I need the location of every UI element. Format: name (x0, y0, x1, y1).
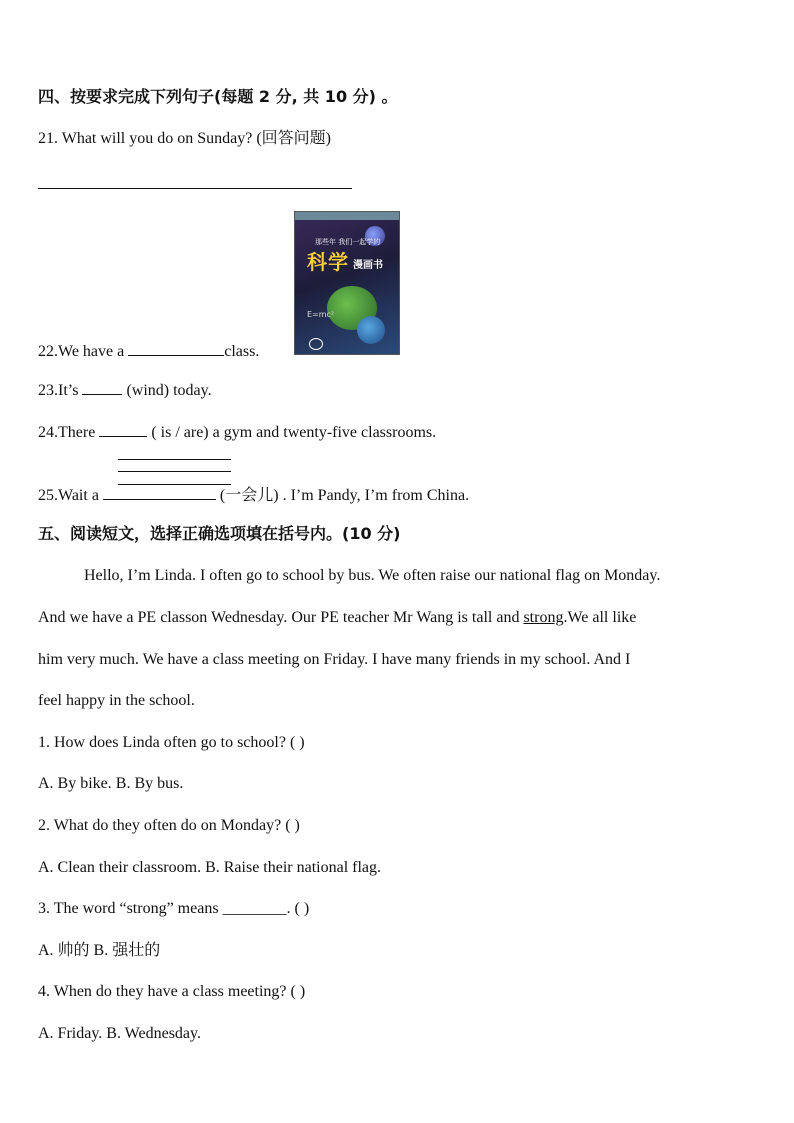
book-title-sub: 漫画书 (353, 260, 383, 271)
question-22-blank[interactable] (128, 340, 224, 356)
passage-line-3: him very much. We have a class meeting on Friday. I have many friends in my school. And I (38, 651, 631, 668)
underlined-word-strong: strong (523, 609, 564, 626)
book-formula: E=mc² (307, 310, 335, 319)
question-24-blank[interactable] (99, 421, 147, 437)
writing-guide-line-1 (118, 459, 231, 460)
question-25-text-pre: 25.Wait a (38, 487, 103, 504)
question-21: 21. What will you do on Sunday? (回答问题) (38, 130, 332, 147)
question-25 (38, 484, 469, 506)
writing-guide-line-2 (118, 471, 231, 472)
question-25-blank[interactable] (103, 484, 216, 500)
question-22-text-post: class. (224, 343, 260, 360)
question-24-text-post: ( is / are) a gym and twenty-five classrooms. (147, 424, 437, 441)
reading-question-4-options: A. Friday. B. Wednesday. (38, 1025, 201, 1042)
reading-question-4: 4. When do they have a class meeting? ( ) (38, 983, 306, 1000)
reading-question-1-options: A. By bike. B. By bus. (38, 775, 184, 792)
section-5-heading: 五、阅读短文，选择正确选项填在括号内。(10 分) (38, 524, 401, 543)
book-top-bar (295, 212, 399, 220)
reading-question-3: 3. The word “strong” means ________. ( ) (38, 900, 310, 917)
reading-question-2: 2. What do they often do on Monday? ( ) (38, 817, 300, 834)
science-comic-book-cover (294, 211, 400, 355)
question-23-text-pre: 23.It’s (38, 382, 83, 399)
passage-line-4: feel happy in the school. (38, 692, 195, 709)
question-24 (38, 421, 436, 443)
question-23-blank[interactable] (82, 379, 122, 395)
reading-question-2-options: A. Clean their classroom. B. Raise their national flag. (38, 859, 382, 876)
passage-line-2 (38, 608, 636, 628)
publisher-badge-icon (309, 338, 323, 350)
section-4-heading: 四、按要求完成下列句子(每题 2 分, 共 10 分) 。 (38, 87, 398, 106)
question-23 (38, 379, 212, 401)
book-title-main: 科学 (307, 250, 349, 274)
question-22 (38, 340, 259, 362)
question-22-text-pre: 22.We have a (38, 343, 129, 360)
question-23-text-post: (wind) today. (122, 382, 212, 399)
answer-line-21[interactable] (38, 188, 352, 189)
question-25-text-post: (一会儿) . I’m Pandy, I’m from China. (215, 487, 470, 504)
reading-question-1: 1. How does Linda often go to school? ( ) (38, 734, 305, 751)
earth-illustration (357, 316, 385, 344)
book-title-small: 那些年 我们一起学的 (315, 238, 381, 246)
passage-line-1: Hello, I’m Linda. I often go to school by bus. We often raise our national flag on Monday. (84, 567, 661, 584)
question-24-text-pre: 24.There (38, 424, 100, 441)
passage-line-2-b: .We all like (563, 609, 637, 626)
passage-line-2-a: And we have a PE classon Wednesday. Our PE teacher Mr Wang is tall and (38, 609, 524, 626)
reading-question-3-options: A. 帅的 B. 强壮的 (38, 942, 161, 959)
